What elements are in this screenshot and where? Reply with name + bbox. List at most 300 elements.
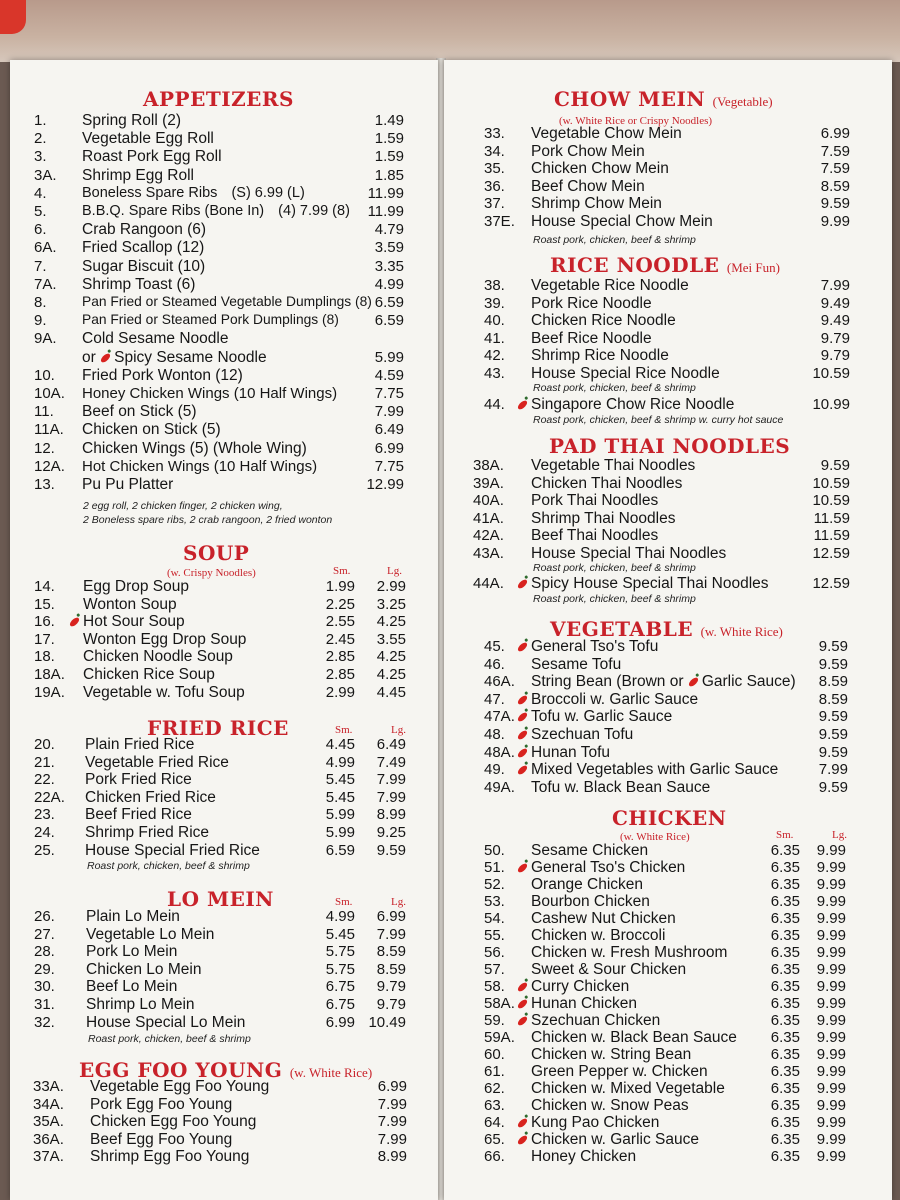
- item-name-text: Chicken Fried Rice: [85, 788, 216, 806]
- item-number: 52.: [484, 876, 505, 893]
- item-name: [86, 961, 201, 979]
- item-number: 50.: [484, 842, 505, 859]
- item-name-text: Hot Chicken Wings (10 Half Wings): [82, 457, 318, 475]
- item-number: 12A.: [34, 457, 65, 475]
- item-name: [531, 143, 645, 161]
- item-price-small: 5.45: [325, 771, 355, 789]
- menu-item-row: [444, 761, 892, 779]
- item-number: 56.: [484, 944, 505, 961]
- item-name-text: Vegetable Rice Noodle: [531, 277, 689, 294]
- item-price: 3.35: [374, 257, 404, 275]
- item-price: 9.59: [820, 457, 850, 474]
- item-price-small: 6.35: [770, 1063, 800, 1080]
- section-title-text: RICE NOODLE: [550, 253, 720, 277]
- item-name: [82, 130, 214, 148]
- item-price-large: 9.99: [816, 1029, 846, 1046]
- menu-item-row: [10, 789, 438, 807]
- item-name-text: Beef Rice Noodle: [531, 329, 652, 347]
- item-number: 58A.: [484, 995, 515, 1012]
- menu-item-row: [10, 824, 438, 842]
- section-title: [549, 434, 790, 458]
- item-price-large: 3.25: [376, 595, 406, 613]
- item-number: 34A.: [33, 1095, 64, 1113]
- item-name: [531, 510, 675, 528]
- item-number: 38.: [484, 277, 505, 294]
- menu-item-row: [10, 312, 438, 330]
- item-price-small: 6.35: [770, 1080, 800, 1097]
- menu-item-row: [444, 708, 892, 726]
- menu-item-row: [10, 754, 438, 772]
- pepper-icon: [516, 998, 528, 1009]
- item-price: 7.99: [377, 1130, 407, 1148]
- item-description: Roast pork, chicken, beef & shrimp: [533, 234, 696, 246]
- item-price: 6.59: [374, 312, 404, 330]
- menu-item-row: [444, 457, 892, 475]
- item-name: [531, 842, 648, 860]
- section-subtitle: (w. White Rice): [620, 831, 690, 843]
- item-price: 7.75: [374, 385, 404, 402]
- menu-item-row: [444, 1114, 892, 1132]
- item-name-text: Chicken Noodle Soup: [83, 648, 233, 666]
- item-name: [82, 458, 317, 475]
- item-number: 60.: [484, 1046, 505, 1063]
- item-name-text: Beef Chow Mein: [531, 177, 645, 195]
- item-description: Roast pork, chicken, beef & shrimp: [533, 382, 696, 394]
- item-price-small: 5.45: [325, 788, 355, 806]
- section-title-suffix: (Vegetable): [712, 94, 773, 109]
- menu-item-row: [444, 744, 892, 762]
- item-price-small: 2.99: [325, 683, 355, 701]
- item-price-small: 5.99: [325, 824, 355, 841]
- item-name: [531, 1046, 691, 1064]
- item-name-text: Chicken Chow Mein: [531, 160, 669, 178]
- item-price-small: 5.75: [325, 960, 355, 978]
- item-number: 47A.: [484, 708, 515, 726]
- pepper-icon: [516, 729, 528, 740]
- item-price-large: 9.99: [816, 961, 846, 978]
- menu-item-row: [444, 673, 892, 691]
- item-name: [531, 944, 727, 962]
- item-name-text: Roast Pork Egg Roll: [82, 148, 222, 166]
- menu-item-row: [444, 961, 892, 979]
- item-description: Roast pork, chicken, beef & shrimp: [533, 562, 696, 574]
- pepper-icon: [68, 616, 80, 627]
- item-number: 26.: [34, 908, 55, 925]
- item-price-large: 9.99: [816, 995, 846, 1012]
- item-name: [86, 996, 195, 1014]
- item-number: 44A.: [473, 575, 504, 592]
- item-price-small: 5.99: [325, 806, 355, 824]
- menu-item-row: [444, 510, 892, 528]
- item-price-small: 6.35: [770, 876, 800, 893]
- menu-item-row: [10, 1014, 438, 1032]
- item-name-text: Honey Chicken: [531, 1148, 637, 1165]
- item-name: [82, 349, 267, 367]
- item-name: [90, 1131, 232, 1149]
- item-price: 9.59: [818, 638, 848, 655]
- item-number: 45.: [484, 638, 505, 655]
- item-name-text: Sesame Tofu: [531, 655, 622, 673]
- item-price: 6.59: [374, 294, 404, 311]
- item-price: 11.59: [813, 509, 850, 527]
- menu-item-row: [444, 691, 892, 709]
- item-name: [83, 648, 233, 666]
- menu-item-row: [444, 492, 892, 510]
- item-name: [531, 213, 713, 231]
- pepper-icon: [516, 1134, 528, 1145]
- item-name-text: Beef Thai Noodles: [531, 527, 659, 545]
- item-price: 6.99: [374, 439, 404, 457]
- item-price-small: 6.35: [770, 893, 800, 910]
- menu-item-row: [444, 978, 892, 996]
- item-name: [531, 160, 669, 178]
- menu-item-row: [444, 1063, 892, 1081]
- item-name: [86, 908, 180, 926]
- item-number: 39.: [484, 294, 505, 312]
- menu-item-row: [10, 996, 438, 1014]
- item-name-text: Mixed Vegetables with Garlic Sauce: [531, 761, 779, 779]
- item-name: [517, 396, 734, 414]
- menu-item-row: [10, 648, 438, 666]
- item-name-text: Sugar Biscuit (10): [82, 257, 206, 275]
- menu-item-row: [444, 995, 892, 1013]
- item-name: [517, 1131, 699, 1149]
- menu-item-row: [444, 365, 892, 383]
- item-name: [531, 779, 710, 797]
- menu-item-row: [10, 1078, 438, 1096]
- section-title: [550, 253, 780, 277]
- menu-item-row: [10, 926, 438, 944]
- item-price: 6.49: [374, 421, 404, 439]
- menu-item-row: [10, 961, 438, 979]
- menu-item-row: [444, 143, 892, 161]
- item-name: [83, 631, 246, 649]
- menu-item-row: [444, 178, 892, 196]
- item-price-small: 6.75: [325, 978, 355, 996]
- item-price: 12.59: [812, 545, 850, 562]
- menu-item-row: [444, 638, 892, 656]
- item-number: 47.: [484, 690, 505, 708]
- section-title-suffix: (Mei Fun): [726, 260, 780, 275]
- item-name-text: Singapore Chow Rice Noodle: [531, 396, 735, 413]
- item-name: [85, 736, 194, 754]
- item-number: 25.: [34, 841, 55, 859]
- item-name: [531, 1080, 725, 1098]
- item-number: 49.: [484, 761, 505, 779]
- item-name-text: Shrimp Rice Noodle: [531, 347, 669, 365]
- item-price: 1.59: [374, 148, 404, 166]
- item-name-text: Chicken w. String Bean: [531, 1046, 692, 1063]
- menu-item-row: [444, 575, 892, 593]
- item-price-small: 6.35: [770, 1046, 800, 1063]
- item-name-text: Chicken Rice Noodle: [531, 312, 676, 330]
- item-price: 9.59: [820, 195, 850, 213]
- item-price-small: 2.85: [325, 648, 355, 666]
- item-description: 2 Boneless spare ribs, 2 crab rangoon, 2 fried wonton: [83, 514, 333, 526]
- item-price-small: 6.35: [770, 1148, 800, 1165]
- item-name: [531, 277, 689, 295]
- item-number: 46A.: [484, 673, 515, 691]
- item-name-text: Shrimp Egg Foo Young: [90, 1148, 250, 1166]
- column-header: Sm.: [333, 565, 351, 577]
- item-number: 5.: [34, 203, 47, 220]
- item-number: 42.: [484, 347, 505, 365]
- item-name: [82, 312, 339, 327]
- menu-item-row: [10, 440, 438, 458]
- item-number: 7.: [34, 257, 47, 275]
- item-price-large: 4.45: [376, 683, 406, 701]
- item-price: 12.59: [812, 575, 850, 592]
- item-price: 12.99: [366, 476, 404, 493]
- item-description: Roast pork, chicken, beef & shrimp: [88, 1033, 251, 1045]
- item-name-text: Sesame Chicken: [531, 842, 649, 859]
- item-name-text: Pan Fried or Steamed Vegetable Dumplings (8): [82, 294, 372, 309]
- pepper-icon: [516, 764, 528, 775]
- item-price-large: 9.99: [816, 1148, 846, 1165]
- item-price-large: 6.49: [376, 736, 406, 753]
- item-number: 6.: [34, 221, 47, 239]
- item-name-text: Pork Chow Mein: [531, 142, 645, 160]
- item-number: 65.: [484, 1131, 505, 1148]
- item-price-large: 2.99: [376, 578, 406, 595]
- item-name-text: or: [82, 348, 96, 366]
- item-price: 9.79: [820, 347, 850, 365]
- item-name: [83, 684, 245, 702]
- item-price: 7.99: [377, 1095, 407, 1113]
- item-name: [85, 824, 209, 842]
- item-name-text: Chicken on Stick (5): [82, 421, 221, 439]
- item-name: [85, 806, 192, 824]
- item-price-small: 6.35: [770, 978, 800, 995]
- item-price: 9.59: [818, 655, 848, 673]
- item-name: [90, 1148, 249, 1166]
- section-title-text: FRIED RICE: [147, 716, 289, 740]
- item-name: [531, 656, 621, 674]
- item-name-text: Cashew Nut Chicken: [531, 910, 676, 927]
- item-name: [85, 771, 192, 789]
- menu-item-row: [10, 148, 438, 166]
- item-price: 10.59: [812, 492, 850, 510]
- item-name: [82, 221, 206, 239]
- item-name-text: Chicken w. Garlic Sauce: [531, 1131, 699, 1148]
- item-price: 6.99: [820, 125, 850, 142]
- item-price-large: 9.59: [376, 841, 406, 859]
- item-number: 11.: [34, 403, 54, 421]
- item-number: 17.: [34, 630, 55, 648]
- item-name-text: Vegetable w. Tofu Soup: [83, 683, 245, 701]
- menu-item-row: [10, 185, 438, 203]
- menu-item-row: [10, 842, 438, 860]
- item-number: 35A.: [33, 1113, 64, 1131]
- item-name: [86, 943, 177, 961]
- item-name-text: General Tso's Chicken: [531, 859, 686, 876]
- item-number: 18.: [34, 648, 55, 666]
- column-header: Lg.: [832, 829, 847, 841]
- item-number: 14.: [34, 578, 55, 595]
- menu-item-row: [444, 1148, 892, 1166]
- item-name-text: Sweet & Sour Chicken: [531, 961, 687, 978]
- item-number: 51.: [484, 859, 505, 876]
- item-name-text: Tofu w. Black Bean Sauce: [531, 778, 711, 796]
- item-price-small: 6.35: [770, 995, 800, 1012]
- item-number: 23.: [34, 806, 55, 824]
- item-description: Roast pork, chicken, beef & shrimp: [533, 593, 696, 605]
- item-number: 40.: [484, 312, 505, 330]
- item-price-large: 9.99: [816, 1131, 846, 1148]
- item-name-text: House Special Thai Noodles: [531, 545, 727, 562]
- item-number: 30.: [34, 978, 55, 996]
- item-name-text: Pork Thai Noodles: [531, 492, 659, 510]
- item-name-text: Kung Pao Chicken: [531, 1114, 660, 1131]
- item-price-small: 2.55: [325, 613, 355, 631]
- menu-item-row: [444, 1012, 892, 1030]
- item-price: 5.99: [374, 348, 404, 366]
- item-name-text: Hunan Tofu: [531, 743, 610, 761]
- item-name: [517, 691, 698, 709]
- item-name-text: Garlic Sauce): [701, 673, 796, 691]
- item-name-text: Wonton Soup: [83, 595, 177, 613]
- item-name-text: House Special Lo Mein: [86, 1013, 246, 1031]
- item-price: 9.99: [820, 213, 850, 230]
- menu-item-row: [444, 910, 892, 928]
- item-name-text: Pork Egg Foo Young: [90, 1095, 233, 1113]
- item-name: [517, 761, 778, 779]
- item-name: [83, 596, 177, 614]
- item-name-text: Pork Fried Rice: [85, 771, 192, 789]
- item-name-text: String Bean (Brown or: [531, 673, 684, 691]
- item-price: 8.59: [818, 690, 848, 708]
- menu-item-row: [444, 893, 892, 911]
- item-name-text: Chicken Wings (5) (Whole Wing): [82, 439, 307, 457]
- menu-item-row: [10, 1096, 438, 1114]
- column-header: Sm.: [335, 724, 353, 736]
- item-number: 39A.: [473, 474, 504, 492]
- item-number: 40A.: [473, 492, 504, 510]
- section-title-text: CHICKEN: [612, 806, 727, 830]
- menu-item-row: [444, 396, 892, 414]
- item-name: [90, 1096, 232, 1114]
- item-price: 7.99: [377, 1113, 407, 1131]
- item-name: [517, 726, 633, 744]
- item-price-large: 7.99: [376, 771, 406, 789]
- item-name: [82, 294, 372, 309]
- item-name-text: Chicken w. Black Bean Sauce: [531, 1029, 737, 1046]
- menu-item-row: [444, 1097, 892, 1115]
- item-name-text: House Special Fried Rice: [85, 841, 260, 859]
- item-name-text: Fried Scallop (12): [82, 239, 205, 257]
- item-price: 10.59: [812, 474, 850, 492]
- item-name: [85, 789, 216, 807]
- menu-item-row: [10, 130, 438, 148]
- menu-item-row: [10, 239, 438, 257]
- item-name: [531, 492, 658, 510]
- item-name-text: Fried Pork Wonton (12): [82, 366, 243, 384]
- item-name: [83, 578, 189, 596]
- item-number: 37A.: [33, 1148, 64, 1166]
- menu-page-right: [444, 60, 892, 1200]
- item-name-text: House Special Chow Mein: [531, 213, 713, 230]
- item-number: 64.: [484, 1114, 505, 1131]
- section-title: [554, 87, 773, 111]
- item-price: 1.59: [374, 130, 404, 148]
- section-title-text: EGG FOO YOUNG: [79, 1058, 283, 1082]
- section-title-suffix: (w. White Rice): [700, 624, 783, 639]
- item-name: [531, 673, 796, 691]
- item-price: 9.59: [818, 726, 848, 743]
- menu-item-row: [444, 1131, 892, 1149]
- menu-item-row: [444, 160, 892, 178]
- item-name: [531, 893, 650, 911]
- item-name: [86, 1014, 245, 1032]
- pepper-icon: [99, 352, 111, 363]
- item-number: 43A.: [473, 545, 504, 562]
- item-price-large: 9.99: [816, 910, 846, 927]
- item-name-text: Cold Sesame Noodle: [82, 330, 229, 348]
- menu-item-row: [444, 1080, 892, 1098]
- pepper-icon: [516, 694, 528, 705]
- item-price-small: 6.35: [770, 944, 800, 961]
- menu-item-row: [444, 545, 892, 563]
- item-number: 59A.: [484, 1029, 515, 1046]
- pepper-icon: [687, 676, 699, 687]
- item-number: 28.: [34, 943, 55, 961]
- item-name: [531, 365, 720, 383]
- menu-item-row: [444, 347, 892, 365]
- item-name: [85, 842, 260, 860]
- menu-item-row: [10, 258, 438, 276]
- item-price: 9.59: [818, 778, 848, 796]
- item-price-large: 9.99: [816, 944, 846, 961]
- column-header: Lg.: [391, 896, 406, 908]
- menu-item-row: [444, 1029, 892, 1047]
- item-price-small: 1.99: [325, 578, 355, 595]
- item-number: 20.: [34, 736, 55, 753]
- item-name-text: Pan Fried or Steamed Pork Dumplings (8): [82, 312, 339, 328]
- item-number: 53.: [484, 893, 505, 910]
- item-number: 19A.: [34, 683, 65, 701]
- item-name: [531, 1148, 636, 1166]
- item-price-large: 9.99: [816, 927, 846, 944]
- item-price-large: 9.99: [816, 1097, 846, 1114]
- section-title-text: APPETIZERS: [143, 87, 294, 111]
- item-price-large: 8.59: [376, 943, 406, 961]
- item-price-small: 6.59: [325, 841, 355, 859]
- item-name: [82, 403, 197, 421]
- item-price-small: 6.35: [770, 1131, 800, 1148]
- item-name-text: Orange Chicken: [531, 876, 644, 893]
- item-price: 7.59: [820, 142, 850, 160]
- menu-item-row: [444, 475, 892, 493]
- item-number: 57.: [484, 961, 505, 978]
- item-price-small: 2.25: [325, 595, 355, 613]
- item-price-large: 4.25: [376, 613, 406, 631]
- menu-item-row: [10, 458, 438, 476]
- item-number: 36A.: [33, 1130, 64, 1148]
- item-name: [531, 1063, 708, 1081]
- item-number: 7A.: [34, 275, 57, 293]
- item-number: 2.: [34, 130, 47, 148]
- menu-item-row: [10, 596, 438, 614]
- menu-item-row: [444, 927, 892, 945]
- menu-item-row: [10, 385, 438, 403]
- item-name-text: Vegetable Chow Mein: [531, 125, 682, 142]
- item-price-large: 9.99: [816, 1063, 846, 1080]
- item-name: [85, 754, 229, 772]
- section-title-text: LO MEIN: [167, 887, 274, 911]
- item-name: [83, 666, 215, 684]
- item-name-text: Vegetable Thai Noodles: [531, 457, 696, 474]
- item-name-text: Shrimp Egg Roll: [82, 166, 194, 184]
